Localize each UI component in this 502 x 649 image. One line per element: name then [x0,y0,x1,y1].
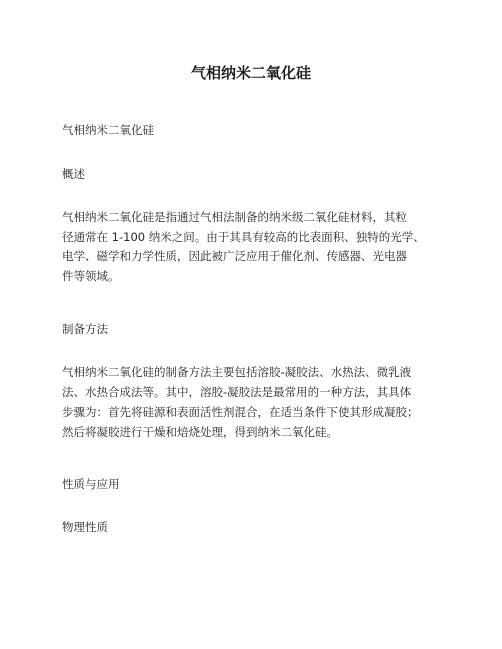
overview-line-4: 件等领域。 [62,269,120,283]
preparation-line-4: 然后将凝胶进行干燥和焙烧处理，得到纳米二氧化硅。 [62,425,338,439]
preparation-line-3: 步骤为：首先将硅源和表面活性剂混合，在适当条件下使其形成凝胶； [62,405,419,419]
overview-line-3: 电学、磁学和力学性质，因此被广泛应用于催化剂、传感器、光电器 [62,249,407,263]
subheading-physical-properties: 物理性质 [62,520,108,534]
heading-properties: 性质与应用 [62,477,120,491]
overview-line-2: 径通常在 1-100 纳米之间。由于其具有较高的比表面积、独特的光学、 [62,230,425,244]
preparation-line-2: 法、水热合成法等。其中，溶胶-凝胶法是最常用的一种方法，其具体 [62,385,412,399]
heading-preparation: 制备方法 [62,322,108,336]
overview-line-1: 气相纳米二氧化硅是指通过气相法制备的纳米级二氧化硅材料，其粒 [62,210,407,224]
heading-overview: 概述 [62,167,85,181]
preparation-line-1: 气相纳米二氧化硅的制备方法主要包括溶胶-凝胶法、水热法、微乳液 [62,365,412,379]
document-subtitle: 气相纳米二氧化硅 [62,123,154,137]
page-title: 气相纳米二氧化硅 [190,64,311,82]
